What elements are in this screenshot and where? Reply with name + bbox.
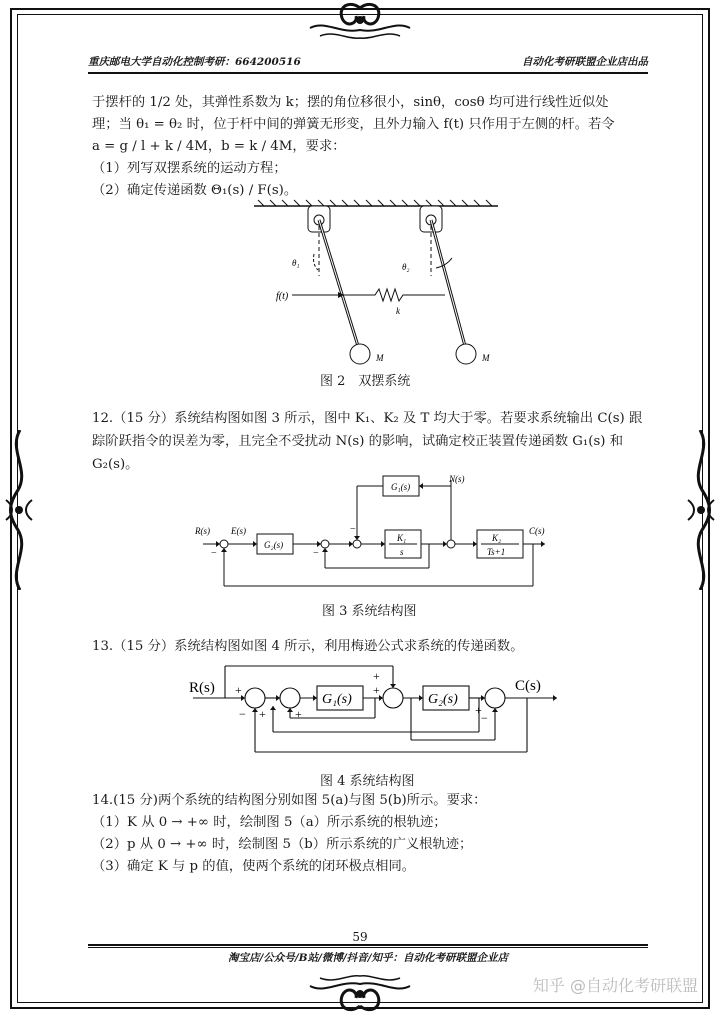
page-header [88, 50, 648, 72]
left-ornament [0, 430, 40, 590]
theta2-label: θ₂ [402, 262, 410, 272]
fig3-N-label: N(s) [449, 474, 465, 484]
fig3-G2-label: G₂(s) [264, 540, 284, 550]
fig4-R-label: R(s) [189, 680, 215, 696]
fig3-Ts1-label: Ts+1 [487, 547, 506, 557]
q14-line: 14.(15 分)两个系统的结构图分别如图 5(a)与图 5(b)所示。要求： [92, 793, 487, 808]
q14-line: （1）K 从 0 → +∞ 时，绘制图 5（a）所示系统的根轨迹； [92, 815, 447, 830]
fig3-C-label: C(s) [529, 526, 545, 536]
figure-2-double-pendulum [240, 196, 510, 376]
q12-line: 12.（15 分）系统结构图如图 3 所示，图中 K₁、K₂ 及 T 均大于零。若要求系统输出 C(s) 跟 [92, 411, 643, 426]
paragraph-line: a = g / l + k / 4M，b = k / 4M，要求： [92, 139, 346, 154]
fig4-minus-sign: − [481, 711, 488, 725]
fig4-plus-sign: + [295, 707, 302, 721]
q12-line: G₂(s)。 [92, 457, 139, 472]
footer-rule-thin [88, 947, 648, 948]
fig4-plus-sign: + [373, 669, 380, 683]
fig4-plus-sign: + [475, 703, 482, 717]
footer-rule [88, 944, 648, 946]
fig3-minus-sign: − [313, 548, 319, 559]
top-ornament [300, 0, 420, 46]
figure-3-caption: 图 3 系统结构图 [322, 604, 417, 619]
fig3-s-label: s [400, 547, 404, 557]
header-rule [88, 72, 648, 74]
q14-line: （3）确定 K 与 p 的值，使两个系统的闭环极点相同。 [92, 859, 416, 874]
bottom-ornament [300, 968, 420, 1014]
q13-line: 13.（15 分）系统结构图如图 4 所示，利用梅逊公式求系统的传递函数。 [92, 639, 524, 654]
q12-line: 踪阶跃指令的误差为零，且完全不受扰动 N(s) 的影响，试确定校正装置传递函数 G₁(s) 和 [92, 434, 623, 449]
page-footer: 淘宝店/公众号/B站/微博/抖音/知乎：自动化考研联盟企业店 [227, 952, 509, 964]
q14-line: （2）p 从 0 → +∞ 时，绘制图 5（b）所示系统的广义根轨迹； [92, 837, 473, 852]
mass2-label: M [482, 353, 490, 363]
fig4-plus-sign: + [373, 683, 380, 697]
spring-label: k [396, 306, 400, 316]
fig3-G1-label: G₁(s) [391, 482, 411, 492]
right-ornament [680, 430, 720, 590]
fig4-G2-label: G₂(s) [428, 692, 458, 707]
fig4-plus-sign: + [235, 683, 242, 697]
paragraph-line: 理；当 θ₁ = θ₂ 时，位于杆中间的弹簧无形变，且外力输入 f(t) 只作用于左侧的杆。若令 [92, 117, 615, 132]
fig3-R-label: R(s) [195, 526, 210, 536]
header-right-text: 自动化考研联盟企业店出品 [522, 56, 648, 68]
force-label: f(t) [276, 291, 289, 302]
figure-3-block-diagram [195, 472, 555, 594]
paragraph-line: （1）列写双摆系统的运动方程； [92, 161, 287, 176]
figure-2-caption: 图 2 双摆系统 [320, 374, 411, 389]
zhihu-watermark: 知乎 @自动化考研联盟 [532, 976, 698, 995]
fig3-minus-sign: − [350, 524, 356, 535]
fig3-K1-label: K₁ [397, 533, 407, 543]
fig4-C-label: C(s) [515, 678, 541, 694]
theta1-label: θ₁ [292, 258, 300, 268]
fig3-E-label: E(s) [231, 526, 246, 536]
fig4-plus-sign: + [259, 707, 266, 721]
mass1-label: M [376, 353, 384, 363]
figure-4-block-diagram [185, 660, 565, 768]
fig4-minus-sign: − [239, 707, 246, 721]
fig3-minus-sign: − [211, 548, 217, 559]
paragraph-line: 于摆杆的 1/2 处，其弹性系数为 k；摆的角位移很小，sinθ，cosθ 均可进行线性近似处 [92, 95, 609, 110]
header-left-text: 重庆邮电大学自动化控制考研：664200516 [88, 56, 301, 68]
figure-4-caption: 图 4 系统结构图 [320, 774, 415, 789]
fig4-G1-label: G₁(s) [322, 692, 352, 707]
paragraph-line: （2）确定传递函数 Θ₁(s) / F(s)。 [92, 183, 298, 198]
page-number: 59 [352, 930, 368, 944]
fig3-K2-label: K₂ [492, 533, 502, 543]
